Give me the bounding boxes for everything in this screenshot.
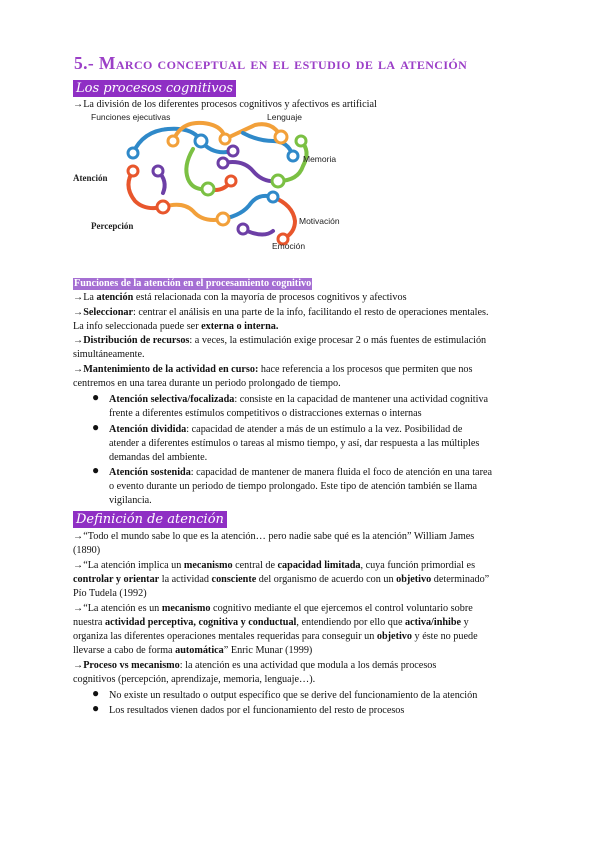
quote-2-line-2: controlar y orientar la actividad consciente del organismo de acuerdo con un objetivo determinado”	[73, 574, 490, 585]
label-emotion: Emoción	[272, 241, 306, 251]
bullet-divided-1: Atención dividida: capacidad de atender a más de un estímulo a la vez. Posibilidad de	[109, 424, 463, 435]
quote-1-line-2: (1890)	[73, 545, 101, 556]
bullet-results: Los resultados vienen dados por el funcionamiento del resto de procesos	[109, 705, 405, 716]
quote-2-line-1: →“La atención implica un mecanismo central de capacidad limitada, cuya función primordial es	[73, 560, 476, 571]
node-18	[153, 166, 163, 176]
section-heading-definition: Definición de atención	[73, 511, 227, 528]
bullet-divided-2: atender a diferentes estímulos o tareas al mismo tiempo, y así, dar respuesta a las múltiples	[109, 438, 480, 449]
node-13	[157, 201, 169, 213]
label-motivation: Motivación	[299, 216, 340, 226]
node-11	[296, 136, 306, 146]
edge-blue-4	[223, 196, 273, 219]
bullet-sustained-3: vigilancia.	[109, 495, 152, 506]
functions-line-4: →Distribución de recursos: a veces, la estimulación exige procesar 2 o más fuentes de estimulación	[73, 335, 487, 346]
intro-line: →La división de los diferentes procesos cognitivos y afectivos es artificial	[73, 99, 377, 110]
node-19	[226, 176, 236, 186]
node-7	[288, 151, 298, 161]
bullet-sustained-2: o evento durante un periodo de tiempo prolongado. Este tipo de atención también se llama	[109, 481, 478, 492]
quote-2-line-3: Pío Tudela (1992)	[73, 588, 147, 599]
node-17	[238, 224, 248, 234]
functions-line-1: →La atención está relacionada con la mayoría de procesos cognitivos y afectivos	[73, 292, 407, 303]
process-line-1: →Proceso vs mecanismo: la atención es una actividad que modula a los demás procesos	[73, 660, 437, 671]
quote-3-line-2: nuestra actividad perceptiva, cognitiva y conductual, entendiendo por ello que activa/inhibe y	[73, 617, 469, 628]
bullet-dot: ●	[92, 701, 100, 715]
label-memory: Memoria	[303, 154, 337, 164]
bullet-sustained-1: Atención sostenida: capacidad de mantener de manera fluida el foco de atención en una tarea	[109, 467, 493, 478]
node-3	[228, 146, 238, 156]
process-line-2: cognitivos (percepción, aprendizaje, memoria, lenguaje…).	[73, 674, 316, 685]
node-6	[275, 131, 287, 143]
node-15	[268, 192, 278, 202]
functions-line-3: La info seleccionada puede ser externa o interna.	[73, 321, 279, 332]
bullet-dot: ●	[92, 390, 100, 404]
node-10	[272, 175, 284, 187]
node-4	[168, 136, 178, 146]
functions-line-2: →Seleccionar: centrar el análisis en una parte de la info, facilitando el resto de operaciones mentales.	[73, 307, 489, 318]
bullet-selective-1: Atención selectiva/focalizada: consiste en la capacidad de mantener una actividad cognitiva	[109, 394, 489, 405]
node-14	[217, 213, 229, 225]
quote-1-line-1: →“Todo el mundo sabe lo que es la atención… pero nadie sabe qué es la atención” William James	[73, 531, 475, 542]
quote-3-line-4: llevarse a cabo de forma automática” Enric Munar (1999)	[73, 645, 313, 656]
quote-3-line-3: organiza las diferentes operaciones mentales requeridas para conseguir un objetivo y éste no puede	[73, 631, 478, 642]
node-5	[220, 134, 230, 144]
bullet-dot: ●	[92, 686, 100, 700]
functions-line-7: centremos en una tarea durante un periodo prolongado de tiempo.	[73, 378, 341, 389]
label-executive: Funciones ejecutivas	[91, 112, 171, 122]
edge-orange-3	[163, 205, 223, 220]
functions-line-6: →Mantenimiento de la actividad en curso: hace referencia a los procesos que permiten que nos	[73, 364, 473, 375]
bullet-no-output: No existe un resultado o output específico que se derive del funcionamiento de la atención	[109, 690, 478, 701]
functions-line-5: simultáneamente.	[73, 349, 145, 360]
bullet-dot: ●	[92, 420, 100, 434]
section-heading-cognitive-processes: Los procesos cognitivos	[73, 80, 236, 97]
label-attention: Atención	[73, 173, 108, 183]
bullet-selective-2: frente a diferentes estímulos competitivos o distracciones externas o internas	[109, 408, 422, 419]
node-9	[218, 158, 228, 168]
cognitive-network-diagram	[73, 111, 373, 251]
label-perception: Percepción	[91, 221, 134, 231]
bullet-divided-3: demandas del ambiente.	[109, 452, 208, 463]
node-12	[128, 166, 138, 176]
node-1	[128, 148, 138, 158]
node-2	[195, 135, 207, 147]
node-8	[202, 183, 214, 195]
label-language: Lenguaje	[267, 112, 302, 122]
subheading-functions: Funciones de la atención en el procesamiento cognitivo	[74, 278, 312, 289]
page-title: 5.- Marco conceptual en el estudio de la atención	[74, 53, 468, 73]
quote-3-line-1: →“La atención es un mecanismo cognitivo mediante el que ejercemos el control voluntario sobre	[73, 603, 473, 614]
bullet-dot: ●	[92, 463, 100, 477]
